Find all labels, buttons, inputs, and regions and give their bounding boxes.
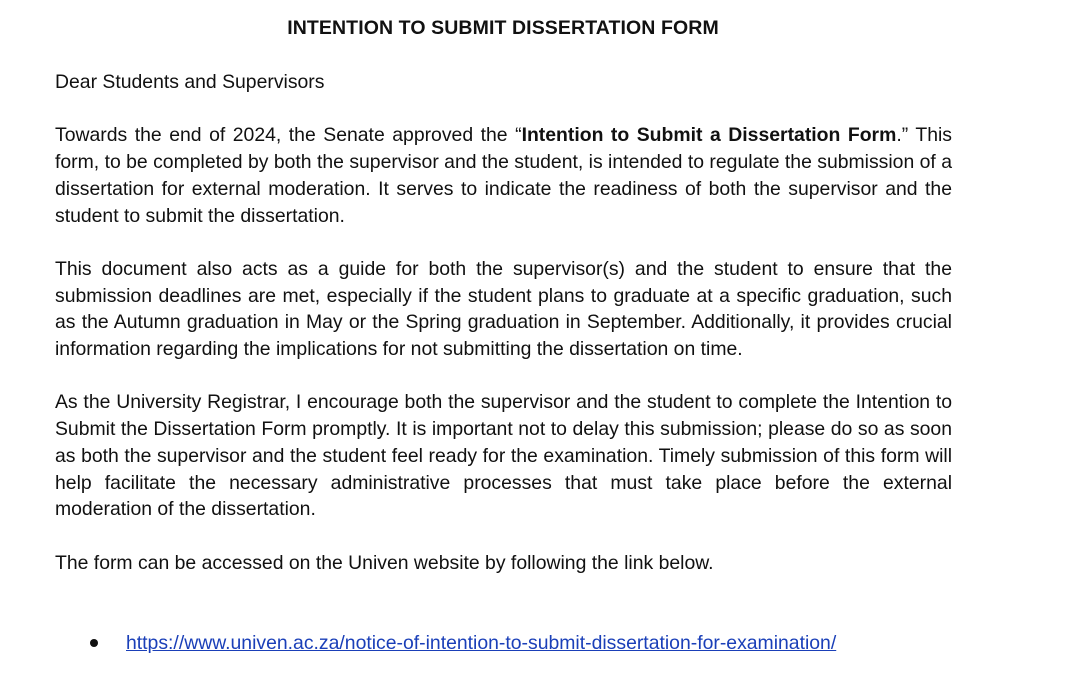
paragraph-guide: This document also acts as a guide for both the supervisor(s) and the student to ensure that the submission deadlines are met, especially if the student plans to graduate at a specific graduation, such as the Autumn graduation in May or the Spring graduation in September. Additionally, it provides crucial information regarding the implications for not submitting the dissertation on time. <box>55 257 952 360</box>
salutation: Dear Students and Supervisors <box>55 71 325 93</box>
paragraph-senate-approval-lead: Towards the end of 2024, the Senate approved the “ <box>55 124 522 147</box>
paragraph-senate-approval <box>55 122 952 229</box>
paragraph-senate-approval-rest: .” This form, to be completed by both the supervisor and the student, is intended to regulate the submission of a dissertation for external moderation. It serves to indicate the readiness of both the supervisor and the student to submit the dissertation. <box>55 124 952 227</box>
letter-body <box>55 69 952 576</box>
paragraph-registrar: As the University Registrar, I encourage both the supervisor and the student to complete the Intention to Submit the Dissertation Form promptly. It is important not to delay this submission; please do so as soon as both the supervisor and the student feel ready for the examination. Timely submission of this form will help facilitate the necessary administrative processes that must take place before the external moderation of the dissertation. <box>55 391 952 521</box>
form-link[interactable]: https://www.univen.ac.za/notice-of-intention-to-submit-dissertation-for-examination/ <box>126 632 837 654</box>
link-list-item <box>90 630 836 656</box>
form-title: INTENTION TO SUBMIT DISSERTATION FORM <box>287 17 719 39</box>
paragraph-access: The form can be accessed on the Univen website by following the link below. <box>55 551 714 574</box>
bullet-icon <box>90 639 98 647</box>
form-name-bold: Intention to Submit a Dissertation Form <box>521 124 897 147</box>
